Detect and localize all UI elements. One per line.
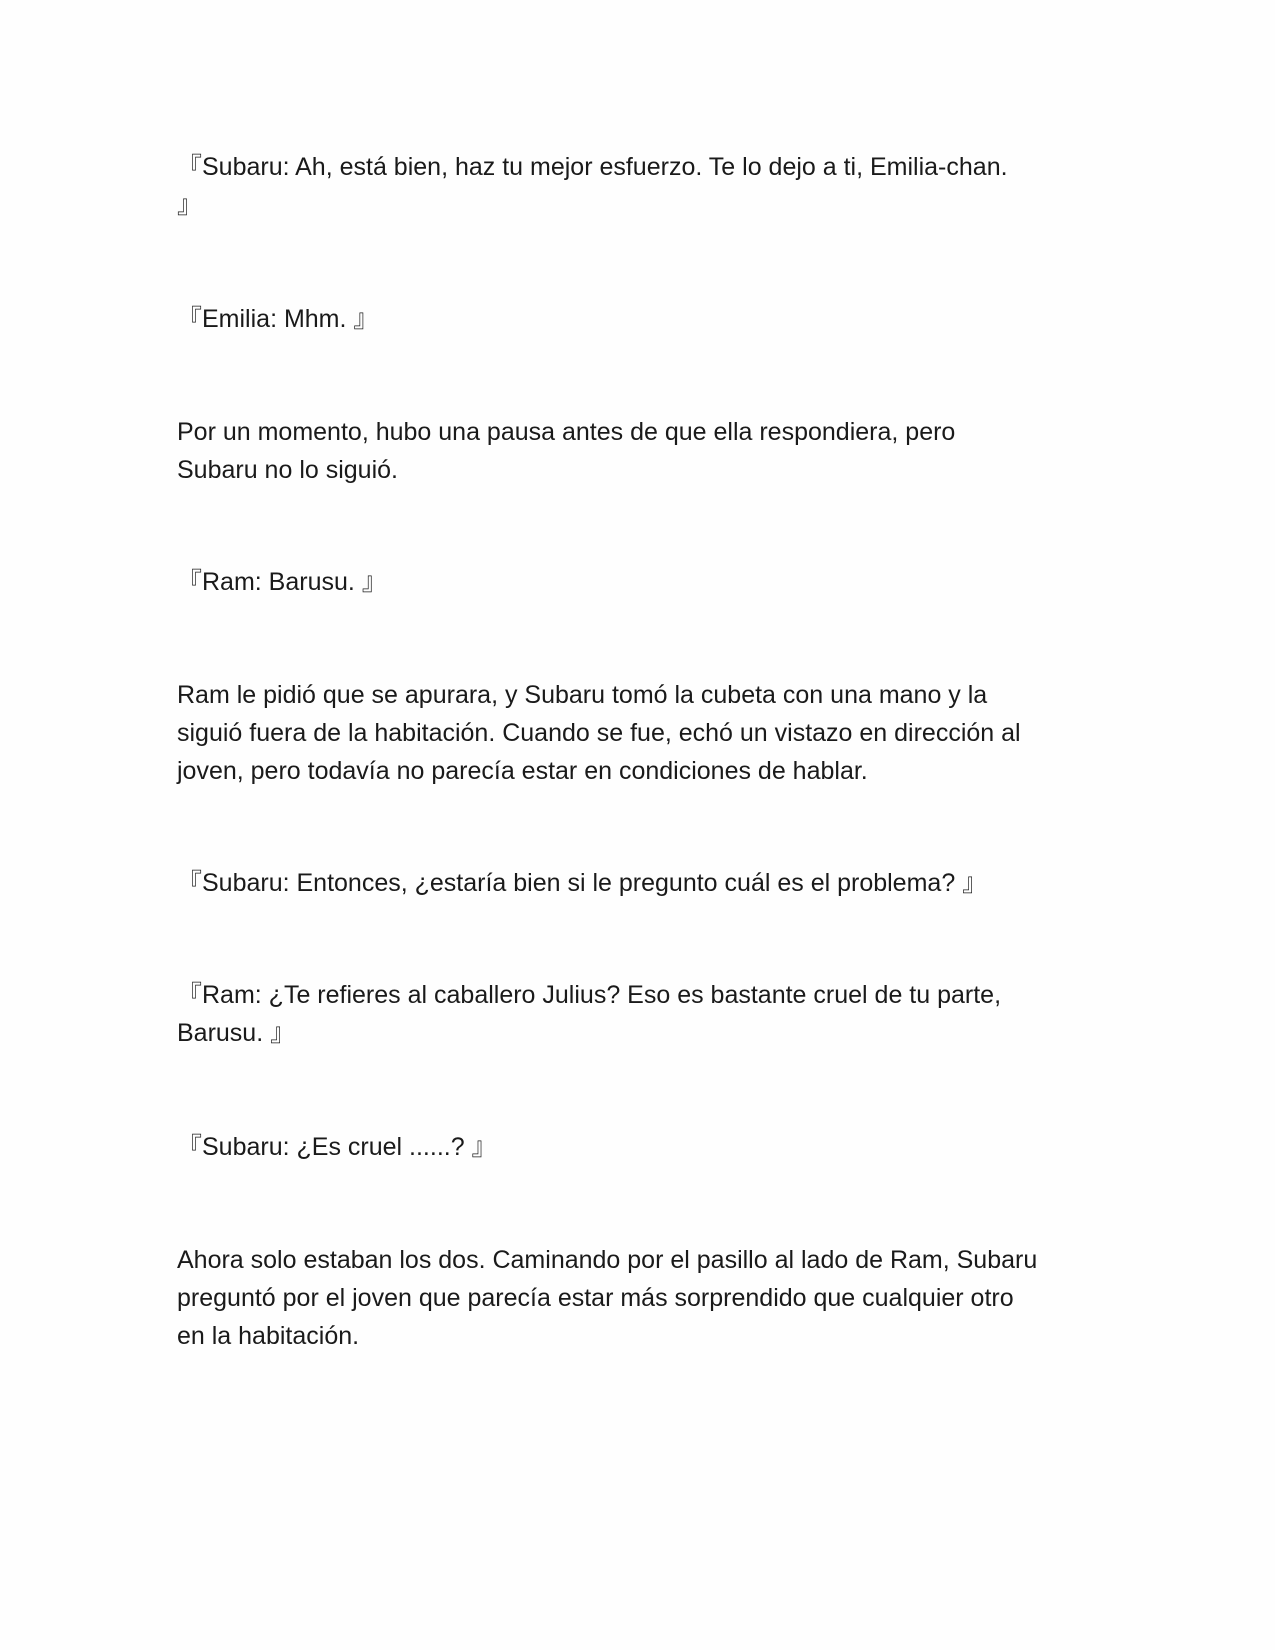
narration-paragraph-1: Por un momento, hubo una pausa antes de que ella respondiera, pero Subaru no lo siguió. [177, 418, 956, 484]
dialogue-emilia: 『Emilia: Mhm. 』 [177, 305, 379, 333]
dialogue-ram-2: 『Ram: ¿Te refieres al caballero Julius? Eso es bastante cruel de tu parte, Barusu. 』 [177, 981, 1002, 1047]
narration-paragraph-2: Ram le pidió que se apurara, y Subaru tomó la cubeta con una mano y la siguió fuera de la habitación. Cuando se fue, echó un vistazo en dirección al joven, pero todavía no parecía estar en condiciones de hablar. [177, 681, 1021, 785]
narration-paragraph-3: Ahora solo estaban los dos. Caminando por el pasillo al lado de Ram, Subaru preguntó por el joven que parecía estar más sorprendido que cualquier otro en la habitación. [177, 1246, 1038, 1350]
dialogue-subaru-2: 『Subaru: Entonces, ¿estaría bien si le pregunto cuál es el problema? 』 [177, 869, 988, 897]
dialogue-ram-1: 『Ram: Barusu. 』 [177, 568, 387, 596]
dialogue-subaru-3: 『Subaru: ¿Es cruel ......? 』 [177, 1133, 497, 1161]
dialogue-subaru-1: 『Subaru: Ah, está bien, haz tu mejor esfuerzo. Te lo dejo a ti, Emilia-chan. 』 [177, 153, 1008, 219]
